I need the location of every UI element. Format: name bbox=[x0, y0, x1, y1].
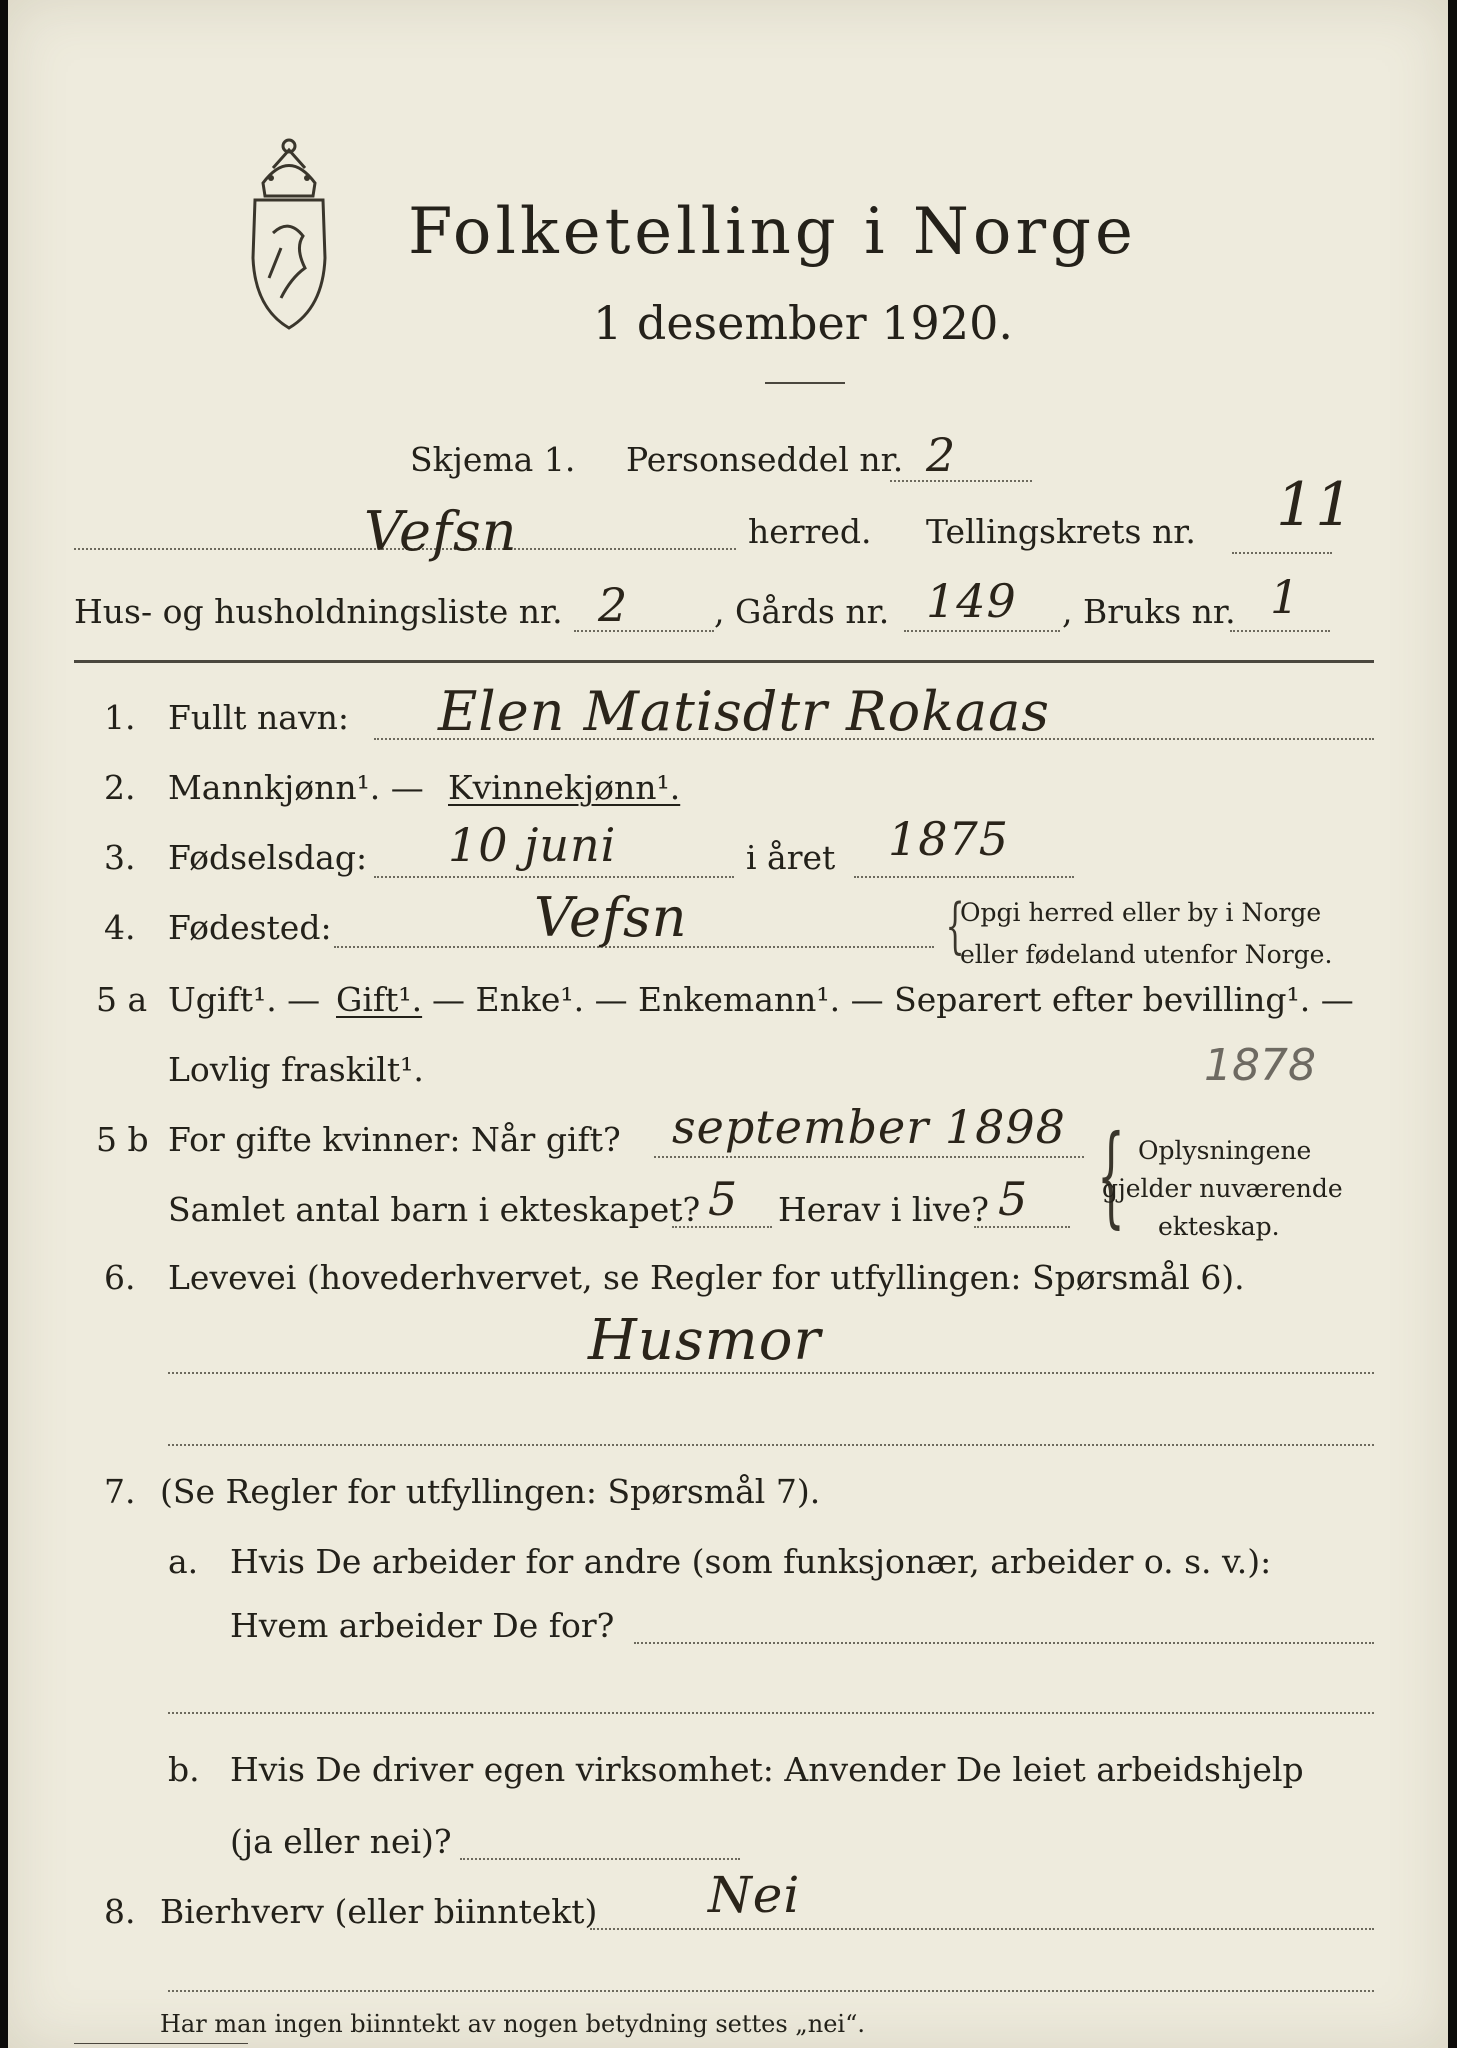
q5a-fraskilt: Lovlig fraskilt¹. bbox=[168, 1050, 424, 1089]
hus-label: Hus- og husholdningsliste nr. bbox=[74, 592, 563, 631]
bruks-label: , Bruks nr. bbox=[1062, 592, 1236, 631]
q4-birthplace: Vefsn bbox=[534, 886, 688, 949]
q2-kvinnekjonn-label: Kvinnekjønn¹. bbox=[448, 768, 681, 807]
q5b-field-line bbox=[654, 1156, 1084, 1158]
coat-of-arms-icon bbox=[233, 128, 345, 336]
q1-number: 1. bbox=[104, 698, 136, 737]
title-divider bbox=[765, 382, 845, 384]
q5b-number: 5 b bbox=[96, 1120, 149, 1159]
q3-label: Fødselsdag: bbox=[168, 838, 368, 877]
gards-value: 149 bbox=[926, 574, 1017, 628]
q7b-number: b. bbox=[168, 1750, 200, 1789]
q3-birthdate: 10 juni bbox=[448, 818, 617, 872]
q5b-note-line2: gjelder nuværende bbox=[1102, 1174, 1343, 1203]
q7b-line2: (ja eller nei)? bbox=[230, 1822, 452, 1861]
q6-number: 6. bbox=[104, 1258, 136, 1297]
q1-full-name: Elen Matisdtr Rokaas bbox=[438, 680, 1050, 743]
q5a-other-options: — Enke¹. — Enkemann¹. — Separert efter bevilling¹. — bbox=[432, 980, 1354, 1019]
census-form bbox=[8, 0, 1448, 2048]
q5b-married-date: september 1898 bbox=[672, 1100, 1066, 1154]
q5b-note-line3: ekteskap. bbox=[1158, 1212, 1280, 1241]
q6-field-line-2 bbox=[168, 1444, 1374, 1446]
q4-note-line1: Opgi herred eller by i Norge bbox=[960, 898, 1322, 927]
footer-note: Har man ingen biinntekt av nogen betydning settes „nei“. bbox=[160, 2010, 865, 2038]
q8-number: 8. bbox=[104, 1892, 136, 1931]
hus-field-line bbox=[574, 630, 714, 632]
gards-label: , Gårds nr. bbox=[714, 592, 890, 631]
q7a-number: a. bbox=[168, 1542, 199, 1581]
q8-label: Bierhverv (eller biinntekt) bbox=[160, 1892, 598, 1931]
q5b-live-value: 5 bbox=[998, 1172, 1029, 1226]
q5b-barn-label: Samlet antal barn i ekteskapet? bbox=[168, 1190, 701, 1229]
q7b-field-line bbox=[460, 1858, 740, 1860]
tellingskrets-field-line bbox=[1232, 552, 1332, 554]
q5b-live-label: Herav i live? bbox=[778, 1190, 989, 1229]
q5b-label: For gifte kvinner: Når gift? bbox=[168, 1120, 621, 1159]
q5b-barn-value: 5 bbox=[708, 1172, 739, 1226]
q7b-line1: Hvis De driver egen virksomhet: Anvender De leiet arbeidshjelp bbox=[230, 1750, 1304, 1789]
q3-year-field-line bbox=[854, 876, 1074, 878]
q8-field-line-1 bbox=[590, 1928, 1374, 1930]
q4-brace: { bbox=[945, 891, 965, 961]
q2-number: 2. bbox=[104, 768, 136, 807]
q4-number: 4. bbox=[104, 908, 136, 947]
q4-label: Fødested: bbox=[168, 908, 332, 947]
personseddel-label: Personseddel nr. bbox=[626, 440, 904, 479]
q6-field-line-1 bbox=[168, 1372, 1374, 1374]
q5a-pencil-note: 1878 bbox=[1204, 1040, 1316, 1091]
personseddel-field-line bbox=[890, 480, 1032, 482]
q3-field-line bbox=[374, 876, 734, 878]
q5b-note-line1: Oplysningene bbox=[1138, 1136, 1312, 1165]
q7a-field-line-2 bbox=[168, 1712, 1374, 1714]
q3-birth-year: 1875 bbox=[888, 812, 1010, 866]
tellingskrets-label: Tellingskrets nr. bbox=[926, 512, 1196, 551]
form-title: Folketelling i Norge bbox=[408, 195, 1137, 269]
census-date: 1 desember 1920. bbox=[593, 296, 1013, 350]
q5b-barn-field-line bbox=[672, 1226, 772, 1228]
q8-field-line-2 bbox=[168, 1990, 1374, 1992]
tellingskrets-value: 11 bbox=[1276, 470, 1355, 540]
q6-occupation: Husmor bbox=[588, 1308, 822, 1373]
q5b-brace: { bbox=[1097, 1111, 1125, 1239]
q5a-number: 5 a bbox=[96, 980, 148, 1019]
gards-field-line bbox=[904, 630, 1060, 632]
schema-label: Skjema 1. bbox=[410, 440, 576, 479]
herred-value: Vefsn bbox=[364, 500, 518, 563]
q7-label: (Se Regler for utfyllingen: Spørsmål 7). bbox=[160, 1472, 821, 1511]
q7a-field-line-1 bbox=[634, 1642, 1374, 1644]
q2-mannkjonn-label: Mannkjønn¹. — bbox=[168, 768, 424, 807]
q5b-live-field-line bbox=[974, 1226, 1070, 1228]
q7a-line2: Hvem arbeider De for? bbox=[230, 1606, 615, 1645]
q5a-ugift: Ugift¹. — bbox=[168, 980, 321, 1019]
q5a-gift: Gift¹. bbox=[336, 980, 423, 1019]
q3-year-label: i året bbox=[746, 838, 836, 877]
q7-number: 7. bbox=[104, 1472, 136, 1511]
footnote-rule bbox=[74, 2043, 248, 2044]
bruks-value: 1 bbox=[1270, 570, 1301, 624]
q7a-line1: Hvis De arbeider for andre (som funksjonær, arbeider o. s. v.): bbox=[230, 1542, 1272, 1581]
q8-value: Nei bbox=[708, 1866, 801, 1924]
header-rule bbox=[74, 660, 1374, 663]
hus-value: 2 bbox=[598, 578, 629, 632]
q1-label: Fullt navn: bbox=[168, 698, 349, 737]
bruks-field-line bbox=[1230, 630, 1330, 632]
q6-label: Levevei (hovederhvervet, se Regler for utfyllingen: Spørsmål 6). bbox=[168, 1258, 1245, 1297]
q4-note-line2: eller fødeland utenfor Norge. bbox=[960, 940, 1333, 969]
q3-number: 3. bbox=[104, 838, 136, 877]
personseddel-value: 2 bbox=[926, 428, 957, 482]
herred-label: herred. bbox=[748, 512, 872, 551]
